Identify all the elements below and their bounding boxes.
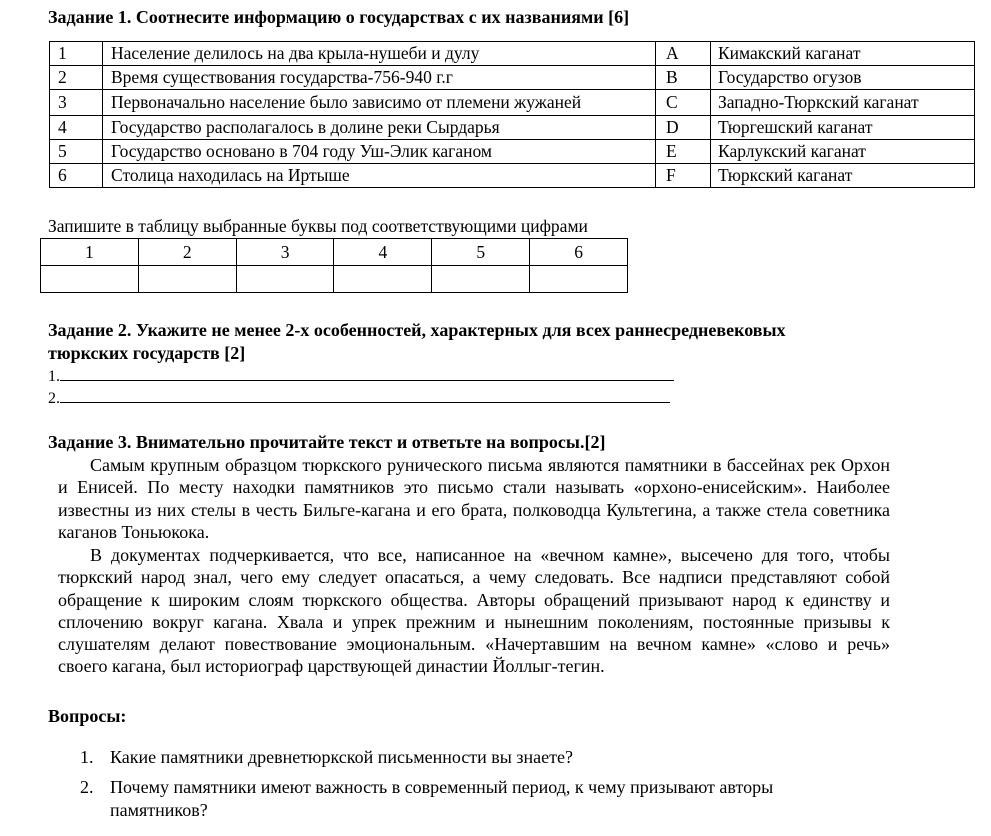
answer-line-2[interactable] bbox=[48, 388, 670, 408]
questions-list bbox=[80, 746, 840, 829]
answer-blank-cell[interactable] bbox=[530, 266, 628, 293]
statement-cell: Столица находилась на Иртыше bbox=[103, 164, 656, 188]
statement-cell: Государство располагалось в долине реки Сырдарья bbox=[103, 116, 656, 140]
answer-instruction: Запишите в таблицу выбранные буквы под соответствующими цифрами bbox=[48, 216, 588, 236]
row-number: 6 bbox=[50, 164, 103, 188]
statement-cell: Государство основано в 704 году Уш-Элик каганом bbox=[103, 140, 656, 164]
task2-title-line1: Задание 2. Укажите не менее 2-х особенностей, характерных для всех раннесредневековых bbox=[48, 320, 786, 340]
answer-blank-cell[interactable] bbox=[432, 266, 530, 293]
answer-rule bbox=[60, 388, 670, 403]
text-paragraph-1: Самым крупным образцом тюркского рунического письма являются памятники в бассейнах рек Орхон и Енисей. По месту находки памятников это письмо стали называть «орхоно-енисейским». Наиболее известны из них стелы в честь Бильге-кагана и его брата, полководца Культегина, а также стела советника каганов Тоньюкока. bbox=[58, 455, 890, 542]
row-number: 1 bbox=[50, 42, 103, 66]
task2-title-line2: тюркских государств [2] bbox=[48, 343, 246, 363]
answer-header-cell: 6 bbox=[530, 239, 628, 266]
answer-line-number: 1. bbox=[48, 368, 60, 385]
table-row bbox=[50, 66, 975, 90]
row-number: 5 bbox=[50, 140, 103, 164]
table-row bbox=[50, 116, 975, 140]
question-number: 2. bbox=[80, 777, 94, 797]
answer-rule bbox=[60, 366, 674, 381]
answer-input-row bbox=[41, 266, 628, 293]
question-item bbox=[80, 776, 840, 822]
answer-header-cell: 3 bbox=[236, 239, 334, 266]
task1-title: Задание 1. Соотнесите информацию о государствах с их названиями [6] bbox=[48, 7, 630, 27]
answer-header-cell: 4 bbox=[334, 239, 432, 266]
answer-blank-cell[interactable] bbox=[334, 266, 432, 293]
question-item bbox=[80, 746, 840, 769]
questions-title: Вопросы: bbox=[48, 706, 127, 726]
letter-cell: B bbox=[656, 66, 711, 90]
question-text: Какие памятники древнетюркской письменности вы знаете? bbox=[110, 747, 573, 767]
answer-blank-cell[interactable] bbox=[41, 266, 139, 293]
statement-cell: Население делилось на два крыла-нушеби и дулу bbox=[103, 42, 656, 66]
answer-blank-cell[interactable] bbox=[236, 266, 334, 293]
letter-cell: A bbox=[656, 42, 711, 66]
state-name-cell: Государство огузов bbox=[711, 66, 975, 90]
table-row bbox=[50, 90, 975, 116]
answer-line-number: 2. bbox=[48, 390, 60, 407]
state-name-cell: Западно-Тюркский каганат bbox=[711, 90, 975, 116]
task2-title bbox=[48, 319, 786, 365]
matching-table bbox=[49, 41, 975, 188]
text-paragraph-2: В документах подчеркивается, что все, написанное на «вечном камне», высечено для того, чтобы тюркский народ знал, чего ему следует опасаться, а чему следовать. Все надписи представляют собой обращение к широким слоям тюркского общества. Авторы обращений призывают народ к единству и сплочению вокруг кагана. Хвала и упрек прежним и нынешним поколениям, постоянные призывы к слушателям делают повествование эмоциональным. «Начертавшим на вечном камне» «слово и речь» своего кагана, был историограф царствующей династии Йоллыг-тегин. bbox=[58, 545, 890, 677]
state-name-cell: Карлукский каганат bbox=[711, 140, 975, 164]
statement-cell: Первоначально население было зависимо от племени жужаней bbox=[103, 90, 656, 116]
state-name-cell: Кимакский каганат bbox=[711, 42, 975, 66]
answer-header-cell: 5 bbox=[432, 239, 530, 266]
row-number: 2 bbox=[50, 66, 103, 90]
letter-cell: F bbox=[656, 164, 711, 188]
state-name-cell: Тюргешский каганат bbox=[711, 116, 975, 140]
answer-header-cell: 2 bbox=[138, 239, 236, 266]
table-row bbox=[50, 164, 975, 188]
answer-table bbox=[40, 238, 628, 293]
answer-header-cell: 1 bbox=[41, 239, 139, 266]
task3-title: Задание 3. Внимательно прочитайте текст и ответьте на вопросы.[2] bbox=[48, 432, 606, 452]
question-number: 1. bbox=[80, 747, 94, 767]
table-row bbox=[50, 140, 975, 164]
answer-blank-cell[interactable] bbox=[138, 266, 236, 293]
state-name-cell: Тюркский каганат bbox=[711, 164, 975, 188]
row-number: 3 bbox=[50, 90, 103, 116]
letter-cell: E bbox=[656, 140, 711, 164]
row-number: 4 bbox=[50, 116, 103, 140]
letter-cell: C bbox=[656, 90, 711, 116]
table-row bbox=[50, 42, 975, 66]
answer-line-1[interactable] bbox=[48, 366, 674, 386]
question-text: Почему памятники имеют важность в современный период, к чему призывают авторы памятников? bbox=[110, 777, 774, 820]
letter-cell: D bbox=[656, 116, 711, 140]
statement-cell: Время существования государства-756-940 г.г bbox=[103, 66, 656, 90]
answer-header-row bbox=[41, 239, 628, 266]
